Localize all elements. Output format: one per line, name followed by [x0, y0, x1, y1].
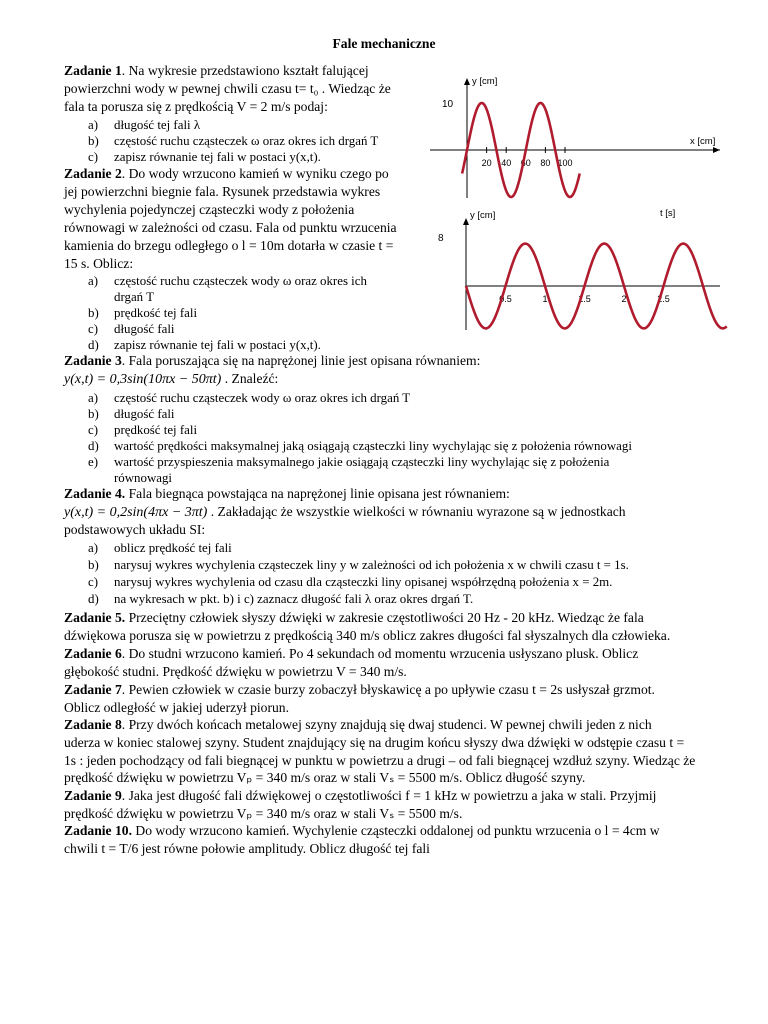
task-8-line-4: prędkość dźwięku w powietrzu Vₚ = 340 m/s oraz w stali Vₛ = 5500 m/s. Oblicz długość szyny. — [64, 770, 586, 785]
task-7-line-2: Oblicz odległość w jakiej uderzył piorun. — [64, 700, 289, 715]
task-6-line-2: głębokość studni. Prędkość dźwięku w powietrzu V = 340 m/s. — [64, 664, 407, 679]
task-10-line-1: Zadanie 10. Do wody wrzucono kamień. Wychylenie cząsteczki oddalonej od punktu wrzucenia o l = 4cm w — [64, 823, 660, 838]
x-tick-label: 80 — [540, 158, 551, 168]
x-tick-label: 0.5 — [499, 294, 512, 304]
task-9-heading: Zadanie 9 — [64, 788, 122, 803]
task-3-formula-line: y(x,t) = 0,3sin(10πx − 50πt) . Znaleźć: — [64, 371, 279, 387]
task-6-line-1: Zadanie 6. Do studni wrzucono kamień. Po 4 sekundach od momentu wrzucenia usłyszano plusk. Oblicz — [64, 646, 639, 661]
task-2-line-4: równowagi w zależności od czasu. Fala od punktu wrzucenia — [64, 220, 397, 235]
task-1-line-2: powierzchni wody w pewnej chwili czasu t= t₀ . Wiedząc że — [64, 81, 391, 96]
task-5-line-2: dźwiękowa porusza się w powietrzu z prędkością 340 m/s oblicz zakres długości fal słyszalnych dla człowieka. — [64, 628, 671, 643]
x-tick-label: 100 — [557, 158, 573, 168]
task-1-heading: Zadanie 1 — [64, 63, 122, 78]
task-5-line-1: Zadanie 5. Przeciętny człowiek słyszy dźwięki w zakresie częstotliwości 20 Hz - 20 kHz. Wiedząc że fala — [64, 610, 644, 625]
task-4-line-3: podstawowych układu SI: — [64, 522, 206, 537]
task-5-heading: Zadanie 5. — [64, 610, 126, 625]
y-axis-label: y [cm] — [472, 76, 498, 87]
oscillation-chart-time — [430, 202, 730, 332]
task-8-line-1: Zadanie 8. Przy dwóch końcach metalowej szyny znajdują się dwaj studenci. W pewnej chwili jeden z nich — [64, 717, 652, 732]
task-8-heading: Zadanie 8 — [64, 717, 122, 732]
task-7-heading: Zadanie 7 — [64, 682, 122, 697]
x-tick-label: 2 — [621, 294, 627, 304]
task-2-line-3: wychylenia pojedynczej cząsteczki wody z położenia — [64, 202, 355, 217]
task-4-formula-line: y(x,t) = 0,2sin(4πx − 3πt) . Zakładając że wszystkie wielkości w równaniu wyrazone są w jednostkach — [64, 504, 626, 520]
task-3-heading: Zadanie 3 — [64, 353, 122, 368]
task-2-line-2: jej powierzchni biegnie fala. Rysunek przedstawia wykres — [64, 184, 381, 199]
task-7-line-1: Zadanie 7. Pewien człowiek w czasie burzy zobaczył błyskawicę a po upływie czasu t = 2s usłyszał grzmot. — [64, 682, 655, 697]
task-10-line-2: chwili t = T/6 jest równe połowie amplitudy. Oblicz długość tej fali — [64, 841, 430, 856]
task-10-heading: Zadanie 10. — [64, 823, 132, 838]
task-3-formula: y(x,t) = 0,3sin(10πx − 50πt) — [64, 372, 222, 387]
task-8-line-2: uderza w koniec stalowej szyny. Student znajdujący się na drugim końcu słyszy dwa dźwięki w odstępie czasu t = — [64, 735, 685, 750]
x-tick-label: 1 — [542, 294, 548, 304]
task-3-line-1: Zadanie 3. Fala poruszająca się na naprężonej linie jest opisana równaniem: — [64, 353, 481, 368]
task-9-line-2: prędkość dźwięku w powietrzu Vₚ = 340 m/s oraz w stali Vₛ = 5500 m/s. — [64, 806, 463, 821]
task-1-line-1: Zadanie 1. Na wykresie przedstawiono kształt falującej — [64, 63, 369, 78]
x-tick-label: 20 — [481, 158, 492, 168]
y-tick-label: 8 — [438, 233, 444, 244]
task-4-line-1: Zadanie 4. Fala biegnąca powstająca na naprężonej linie opisana jest równaniem: — [64, 486, 510, 501]
x-tick-label: 1.5 — [578, 294, 591, 304]
chart-axes — [463, 218, 720, 330]
wave-chart-space — [420, 70, 728, 200]
task-2-line-6: 15 s. Oblicz: — [64, 256, 134, 271]
x-axis-label: x [cm] — [690, 136, 716, 147]
chart-axes — [430, 78, 720, 198]
x-tick-label: 2.5 — [657, 294, 670, 304]
task-1-line-3: fala ta porusza się z prędkością V = 2 m/s podaj: — [64, 99, 328, 114]
task-9-line-1: Zadanie 9. Jaka jest długość fali dźwiękowej o częstotliwości f = 1 kHz w powietrzu a jaka w stali. Przyjmij — [64, 788, 657, 803]
task-2-heading: Zadanie 2 — [64, 166, 122, 181]
task-4-formula: y(x,t) = 0,2sin(4πx − 3πt) — [64, 505, 208, 520]
y-axis-label: y [cm] — [470, 210, 496, 221]
page-title: Fale mechaniczne — [332, 36, 436, 51]
x-axis-label: t [s] — [660, 208, 676, 219]
task-2-line-1: Zadanie 2. Do wody wrzucono kamień w wyniku czego po — [64, 166, 389, 181]
x-tick-label: 40 — [501, 158, 512, 168]
x-tick-label: 60 — [520, 158, 531, 168]
task-8-line-3: 1s : jeden pochodzący od fali biegnącej w punktu w powietrzu a drugi – od fali biegnącej wzdłuż szyny. Wiedząc że — [64, 753, 696, 768]
task-6-heading: Zadanie 6 — [64, 646, 122, 661]
y-tick-label: 10 — [442, 99, 454, 110]
task-2-line-5: kamienia do brzegu odległego o l = 10m dotarła w czasie t = — [64, 238, 394, 253]
task-4-heading: Zadanie 4. — [64, 486, 126, 501]
